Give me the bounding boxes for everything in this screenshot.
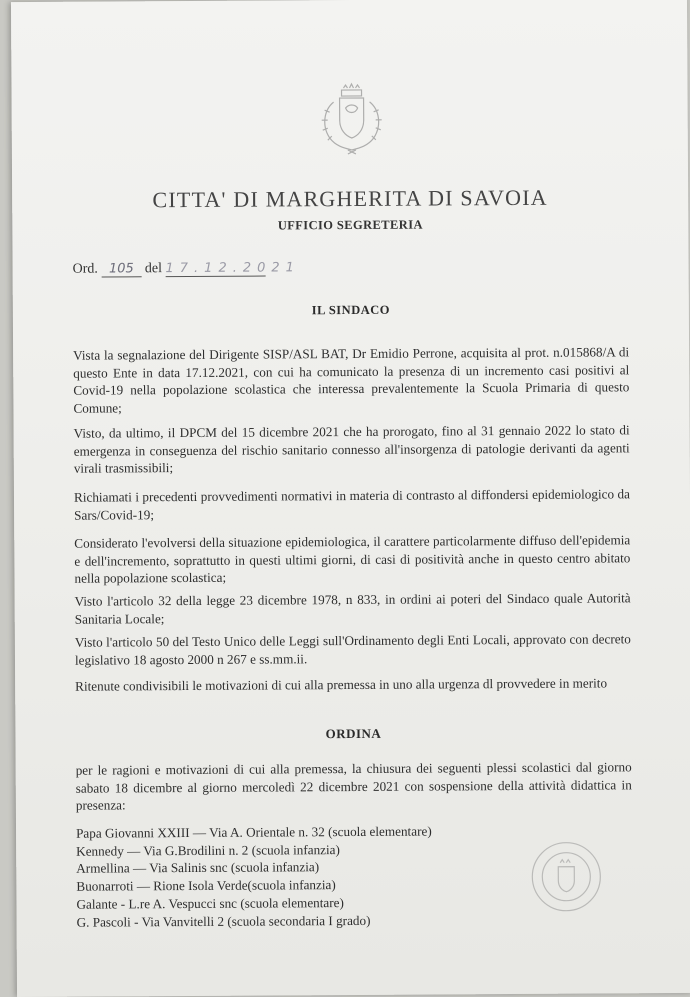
paragraph-segnalazione: Vista la segnalazione del Dirigente SISP/ASL BAT, Dr Emidio Perrone, acquisita al prot. n.015868/A di questo Ente in data 17.12.2021, con cui ha comunicato la presenza di un incremento casi positivi al Covid-19 nella popolazione scolastica che interessa prevalentemente la Scuola Primaria di questo Comune; (73, 344, 630, 416)
official-stamp-seal (528, 838, 604, 914)
list-item: Papa Giovanni XXIII — Via A. Orientale n. 32 (scuola elementare) (75, 823, 432, 841)
paragraph-considerato: Considerato l'evolversi della situazione epidemiologica, il carattere particolarmente diffuso dell'epidemia e dell'incremento, soprattutto in questi ultimi giorni, di casi di positività anche in questo centro abitato nella popolazione scolastica; (74, 532, 631, 586)
del-label: del (144, 261, 163, 277)
ord-number-handwritten: 105 (101, 261, 141, 277)
list-item: Buonarroti — Rione Isola Verde(scuola infanzia) (76, 877, 336, 894)
list-item: Kennedy — Via G.Brodilini n. 2 (scuola infanzia) (76, 841, 340, 859)
paragraph-tuel: Visto l'articolo 50 del Testo Unico delle Leggi sull'Ordinamento degli Enti Locali, approvato con decreto legislativo 18 agosto 2000 n 267 e ss.mm.ii. (74, 631, 631, 668)
ord-date-handwritten: 17.12.2021 (165, 260, 300, 277)
ordinance-reference-line (72, 260, 300, 278)
paragraph-ritenute: Ritenute condivisibili le motivazioni di cui alla premessa in uno alla urgenza dl provvedere in merito (75, 675, 608, 694)
ord-label: Ord. (72, 261, 98, 277)
office-subheading: UFFICIO SEGRETERIA (277, 217, 423, 233)
schools-list (76, 823, 432, 931)
list-item: Galante - L.re A. Vespucci snc (scuola elementare) (76, 894, 344, 912)
coat-of-arms-emblem (311, 82, 391, 158)
paragraph-legge-833: Visto l'articolo 32 della legge 23 dicembre 1978, n 833, in ordini ai poteri del Sindaco quale Autorità Sanitaria Locale; (74, 590, 631, 627)
ordina-heading: ORDINA (325, 725, 382, 742)
document-page (11, 0, 690, 997)
paragraph-richiamati: Richiamati i precedenti provvedimenti normativi in materia di contrasto al diffondersi epidemiologico da Sars/Covid-19; (73, 486, 631, 523)
paragraph-ordina-text: per le ragioni e motivazioni di cui alla premessa, la chiusura dei seguenti plessi scolastici dal giorno sabato 18 dicembre al giorno mercoledì 22 dicembre 2021 con sospensione della attività didattica in presenza: (75, 759, 632, 813)
document-title: IL SINDACO (311, 302, 391, 318)
list-item: G. Pascoli - Via Vanvitelli 2 (scuola secondaria I grado) (76, 912, 371, 930)
list-item: Armellina — Via Salinis snc (scuola infanzia) (76, 859, 320, 877)
city-name-heading: CITTA' DI MARGHERITA DI SAVOIA (152, 184, 548, 213)
paragraph-dpcm: Visto, da ultimo, il DPCM del 15 dicembre 2021 che ha prorogato, fino al 31 gennaio 2022 lo stato di emergenza in conseguenza del rischio sanitario connesso all'insorgenza di patologie derivanti da agenti virali trasmissibili; (73, 422, 630, 476)
